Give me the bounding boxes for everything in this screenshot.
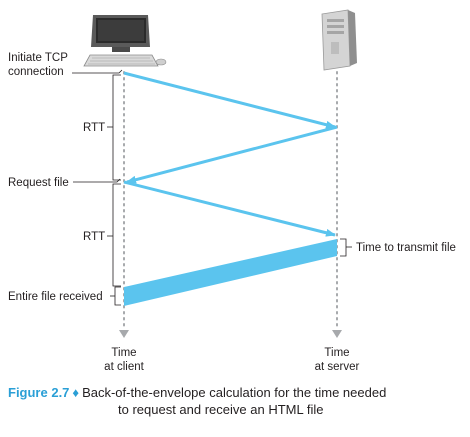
initiate-tcp-label-line2: connection — [8, 66, 64, 78]
client-computer-icon — [84, 15, 166, 66]
transmit-time-bracket — [340, 239, 346, 256]
time-to-transmit-label: Time to transmit file — [356, 242, 456, 254]
caption-line2: to request and receive an HTML file — [118, 402, 324, 417]
server-icon — [322, 10, 357, 70]
tcp-syn-arrow — [124, 73, 335, 127]
figure-caption — [8, 384, 463, 418]
rtt-second-bracket — [113, 184, 121, 286]
request-file-label: Request file — [8, 177, 69, 189]
client-timeline-arrowhead — [119, 330, 129, 338]
initiate-tcp-leader — [72, 70, 122, 73]
caption-line1: Back-of-the-envelope calculation for the time needed — [82, 385, 387, 400]
file-received-bracket — [115, 287, 121, 305]
caption-separator-icon: ♦ — [72, 385, 80, 400]
figure-number: Figure 2.7 — [8, 385, 70, 400]
server-time-label-line2: at server — [314, 361, 360, 373]
client-time-label-line1: Time — [111, 347, 137, 359]
rtt-first-bracket — [113, 75, 121, 180]
initiate-tcp-label-line1: Initiate TCP — [8, 52, 68, 64]
file-transmission-band — [124, 239, 337, 306]
request-file-arrow — [124, 182, 335, 235]
rtt-second-label: RTT — [83, 231, 106, 243]
server-time-label-line1: Time — [324, 347, 350, 359]
entire-file-received-label: Entire file received — [8, 291, 103, 303]
tcp-synack-arrow — [127, 127, 337, 182]
client-time-label-line2: at client — [104, 361, 144, 373]
rtt-first-label: RTT — [83, 122, 106, 134]
server-timeline-arrowhead — [332, 330, 342, 338]
